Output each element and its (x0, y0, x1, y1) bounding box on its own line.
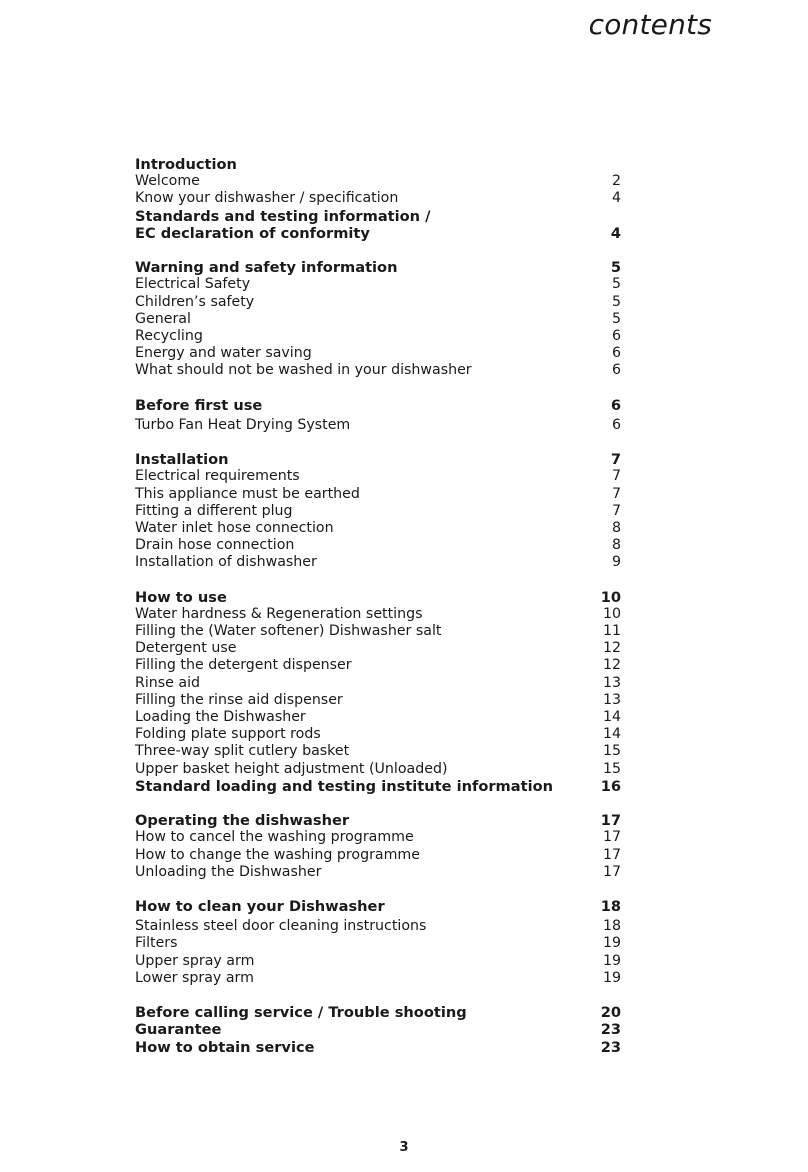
toc-section-heading (135, 1039, 621, 1056)
toc-entry-page: 5 (610, 259, 621, 277)
toc-entry-label: Filling the rinse aid dispenser (135, 691, 343, 708)
toc-section-heading (135, 451, 621, 468)
toc-entry-label: How to clean your Dishwasher (135, 898, 385, 916)
toc-entry-page: 23 (600, 1038, 621, 1056)
toc-entry (135, 675, 621, 692)
toc-entry-page: 6 (611, 327, 621, 344)
toc-entry-page: 4 (610, 224, 621, 242)
toc-section-heading (135, 208, 621, 225)
toc-entry (135, 417, 621, 434)
table-of-contents (135, 156, 621, 1056)
toc-entry (135, 953, 621, 970)
toc-section-heading (135, 259, 621, 276)
toc-entry-page: 5 (611, 276, 621, 293)
toc-entry-page: 16 (600, 777, 621, 795)
toc-entry (135, 606, 621, 623)
toc-entry-page: 18 (600, 898, 621, 916)
toc-entry-page: 5 (611, 310, 621, 327)
toc-entry-label: Rinse aid (135, 674, 201, 691)
toc-entry-page: 5 (611, 293, 621, 310)
toc-entry (135, 918, 621, 935)
toc-entry-label: Electrical Safety (135, 276, 251, 293)
toc-entry (135, 554, 621, 571)
toc-entry-label: Upper spray arm (135, 952, 255, 969)
section-spacer (135, 795, 621, 812)
toc-entry-label: Folding plate support rods (135, 726, 321, 743)
toc-entry-label: Recycling (135, 327, 203, 344)
toc-entry-label: Three-way split cutlery basket (135, 743, 350, 760)
toc-entry-label: Water inlet hose connection (135, 519, 334, 536)
toc-entry (135, 362, 621, 379)
toc-entry-page: 13 (602, 691, 621, 708)
toc-entry-page: 7 (611, 485, 621, 502)
toc-entry-label: Warning and safety information (135, 259, 398, 277)
toc-entry-label: Before first use (135, 396, 263, 414)
toc-entry-page: 19 (602, 935, 621, 952)
toc-entry-label: Introduction (135, 156, 237, 173)
toc-entry (135, 761, 621, 778)
toc-entry-label: Fitting a different plug (135, 502, 293, 519)
toc-entry-page: 9 (611, 554, 621, 571)
toc-entry (135, 520, 621, 537)
toc-entry-label: What should not be washed in your dishwasher (135, 362, 472, 379)
toc-entry (135, 847, 621, 864)
toc-entry (135, 640, 621, 657)
section-spacer (135, 987, 621, 1004)
toc-entry-label: Water hardness & Regeneration settings (135, 605, 423, 622)
toc-entry-label: Guarantee (135, 1021, 222, 1039)
toc-entry-label: Electrical requirements (135, 468, 300, 485)
toc-entry-page: 11 (602, 623, 621, 640)
toc-section-heading (135, 1021, 621, 1038)
toc-section-heading (135, 397, 621, 414)
toc-entry-page: 6 (611, 416, 621, 433)
toc-entry (135, 709, 621, 726)
toc-entry-label: Operating the dishwasher (135, 812, 350, 830)
toc-entry-label: How to use (135, 588, 227, 606)
toc-entry-label: Standard loading and testing institute information (135, 777, 553, 795)
toc-entry-label: Drain hose connection (135, 537, 295, 554)
toc-entry-label: Installation of dishwasher (135, 554, 317, 571)
toc-entry (135, 486, 621, 503)
toc-entry (135, 468, 621, 485)
toc-entry-page: 20 (600, 1004, 621, 1022)
toc-entry-page: 7 (610, 451, 621, 469)
page-number: 3 (399, 1140, 409, 1155)
toc-entry-label: Know your dishwasher / specification (135, 190, 399, 207)
toc-entry-page: 17 (602, 846, 621, 863)
section-spacer (135, 572, 621, 589)
toc-entry-label: This appliance must be earthed (135, 485, 360, 502)
section-spacer (135, 881, 621, 898)
toc-entry (135, 657, 621, 674)
toc-entry-label: Children’s safety (135, 293, 255, 310)
toc-entry-page: 6 (611, 345, 621, 362)
toc-entry-label: Welcome (135, 173, 200, 190)
toc-entry-page: 6 (611, 362, 621, 379)
toc-entry (135, 294, 621, 311)
toc-entry-label: Filling the (Water softener) Dishwasher salt (135, 623, 442, 640)
toc-entry-page: 7 (611, 468, 621, 485)
toc-entry-label: Before calling service / Trouble shooting (135, 1004, 467, 1022)
toc-entry-label: Energy and water saving (135, 345, 312, 362)
section-spacer (135, 434, 621, 451)
toc-entry-page: 14 (602, 726, 621, 743)
toc-entry (135, 345, 621, 362)
toc-section-heading (135, 1004, 621, 1021)
toc-section-heading (135, 898, 621, 915)
toc-entry-page: 12 (602, 657, 621, 674)
toc-entry-page: 12 (602, 640, 621, 657)
toc-entry-label: Installation (135, 451, 229, 469)
toc-entry-label: Detergent use (135, 640, 237, 657)
toc-entry (135, 328, 621, 345)
toc-entry (135, 276, 621, 293)
toc-entry-label: Filters (135, 935, 178, 952)
toc-entry-page: 8 (611, 519, 621, 536)
section-spacer (135, 242, 621, 259)
toc-entry-page: 17 (600, 812, 621, 830)
section-spacer (135, 379, 621, 396)
toc-entry-page: 8 (611, 537, 621, 554)
toc-entry (135, 692, 621, 709)
toc-entry-label: Lower spray arm (135, 969, 254, 986)
toc-entry-page: 23 (600, 1021, 621, 1039)
page-title: contents (588, 8, 712, 41)
toc-entry-label: How to cancel the washing programme (135, 829, 414, 846)
toc-entry (135, 311, 621, 328)
toc-entry-label: How to obtain service (135, 1038, 315, 1056)
toc-entry-label: Unloading the Dishwasher (135, 863, 322, 880)
toc-entry (135, 173, 621, 190)
toc-entry-page: 19 (602, 969, 621, 986)
toc-entry-page: 19 (602, 952, 621, 969)
toc-entry-page: 7 (611, 502, 621, 519)
toc-entry-page: 10 (602, 605, 621, 622)
toc-section-heading (135, 778, 621, 795)
toc-entry-label: Standards and testing information / (135, 207, 431, 225)
toc-entry-page: 10 (600, 588, 621, 606)
toc-entry-page: 17 (602, 829, 621, 846)
toc-entry (135, 726, 621, 743)
toc-entry-label: Upper basket height adjustment (Unloaded) (135, 760, 448, 777)
toc-entry-page: 4 (611, 190, 621, 207)
toc-entry (135, 829, 621, 846)
toc-section-heading (135, 589, 621, 606)
toc-entry (135, 537, 621, 554)
toc-entry (135, 623, 621, 640)
toc-entry-page: 13 (602, 674, 621, 691)
toc-entry (135, 864, 621, 881)
toc-entry-label: Turbo Fan Heat Drying System (135, 416, 351, 433)
toc-section-heading (135, 156, 621, 173)
toc-entry (135, 503, 621, 520)
toc-entry-label: Filling the detergent dispenser (135, 657, 352, 674)
toc-entry-page: 18 (602, 918, 621, 935)
toc-section-heading (135, 225, 621, 242)
toc-entry-page: 15 (602, 743, 621, 760)
toc-section-heading (135, 812, 621, 829)
toc-entry-label: How to change the washing programme (135, 846, 420, 863)
toc-entry-page: 15 (602, 760, 621, 777)
toc-entry (135, 190, 621, 207)
toc-entry-label: Stainless steel door cleaning instructions (135, 918, 427, 935)
toc-entry-page: 14 (602, 709, 621, 725)
toc-entry-label: General (135, 310, 191, 327)
toc-entry-page: 17 (602, 863, 621, 880)
toc-entry-page: 2 (611, 173, 621, 190)
toc-entry-label: Loading the Dishwasher (135, 709, 306, 725)
toc-entry (135, 743, 621, 760)
toc-entry (135, 970, 621, 987)
toc-entry-label: EC declaration of conformity (135, 224, 370, 242)
toc-entry (135, 935, 621, 952)
toc-entry-page: 6 (610, 396, 621, 414)
